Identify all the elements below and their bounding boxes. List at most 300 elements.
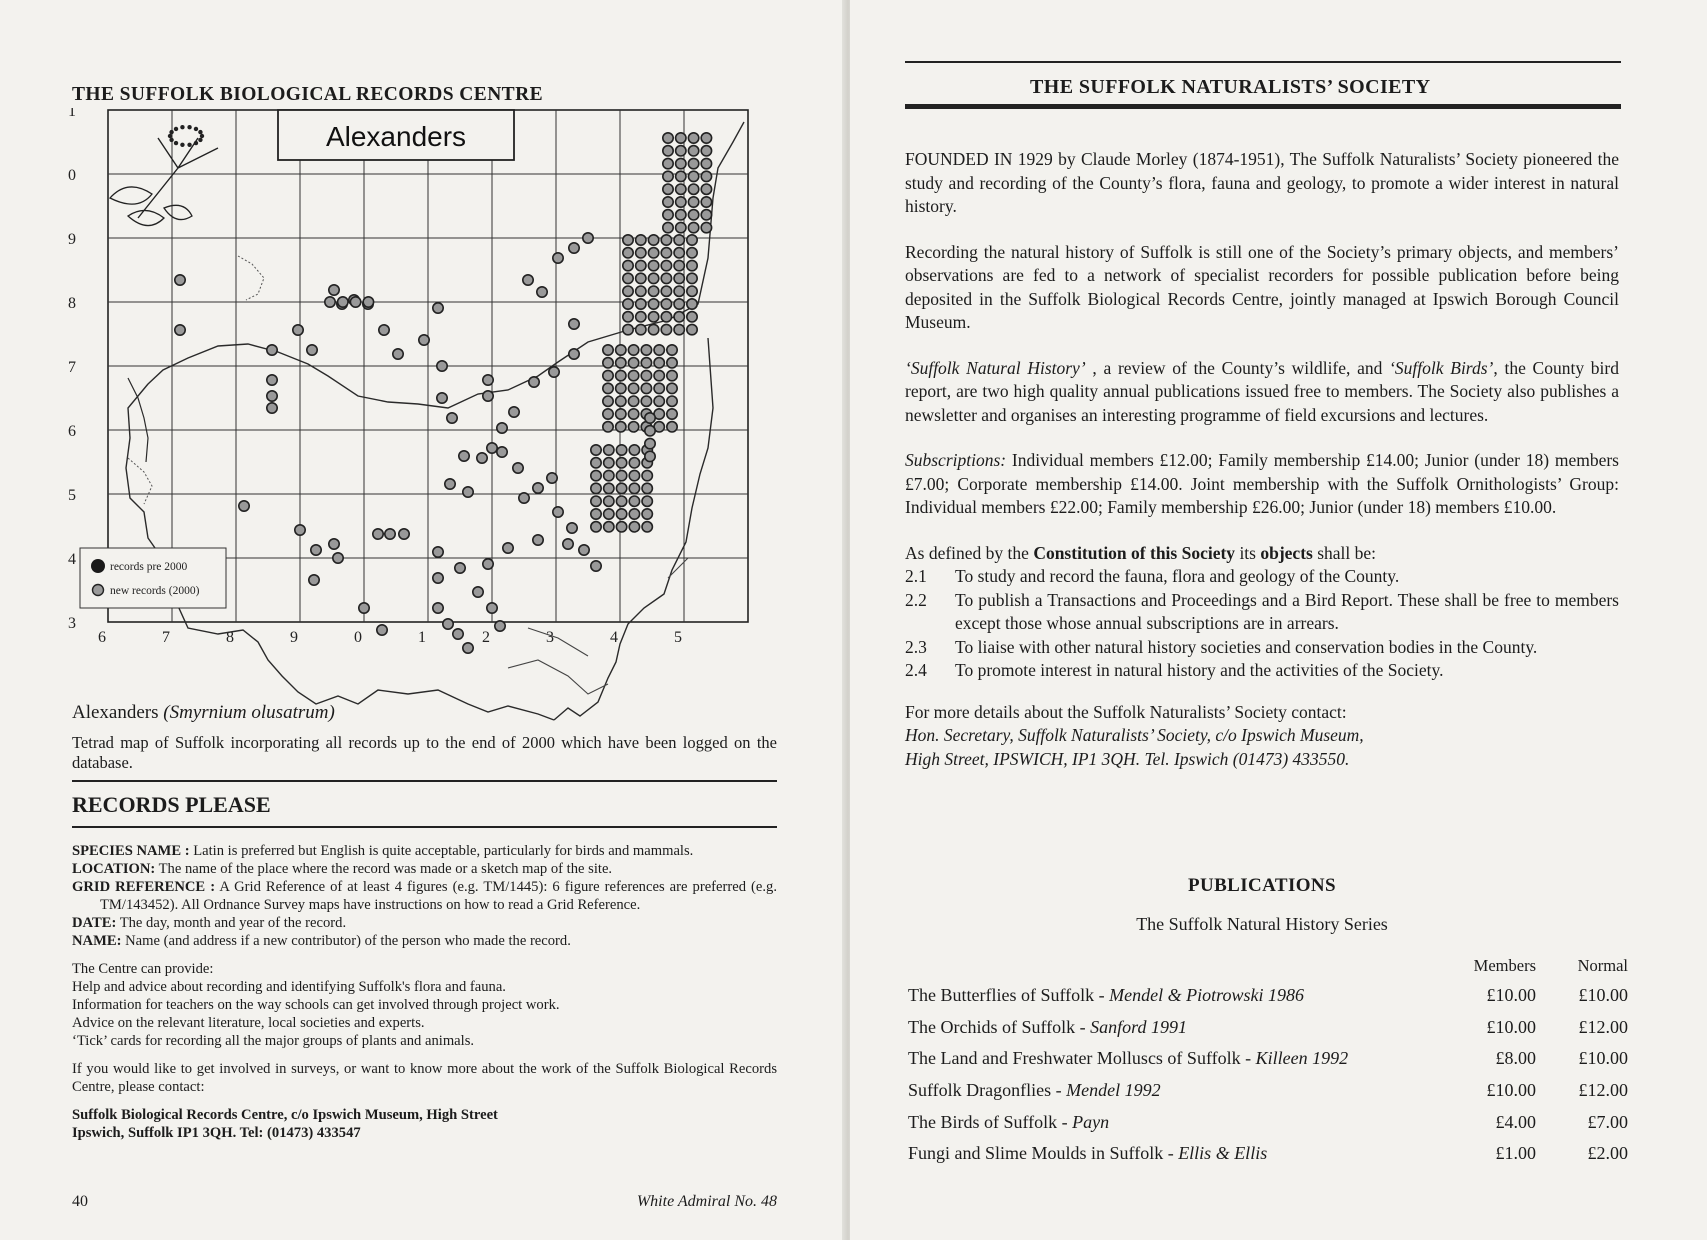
record-field-label: NAME: <box>72 933 122 949</box>
x-tick-label: 2 <box>482 629 490 646</box>
record-dot <box>688 158 698 168</box>
record-dot <box>459 451 469 461</box>
record-dot <box>455 563 465 573</box>
record-dot <box>628 409 638 419</box>
record-dot <box>604 483 614 493</box>
object-number: 2.2 <box>905 589 927 610</box>
record-dot <box>591 445 601 455</box>
publication-row <box>908 1138 1628 1170</box>
record-dot <box>604 522 614 532</box>
record-dot <box>447 413 457 423</box>
record-dot <box>648 260 658 270</box>
map-description: Tetrad map of Suffolk incorporating all records up to the end of 2000 which have been logged on the database. <box>72 733 777 772</box>
record-dot <box>648 248 658 258</box>
sns-bottom-rule <box>905 104 1621 109</box>
record-dot <box>616 445 626 455</box>
record-field-text: The day, month and year of the record. <box>119 915 347 931</box>
record-dot <box>674 260 684 270</box>
record-dot <box>591 561 601 571</box>
record-dot <box>629 509 639 519</box>
record-dot <box>701 146 711 156</box>
record-dot <box>674 235 684 245</box>
record-dot <box>648 312 658 322</box>
publication-cell <box>908 1075 1436 1107</box>
publication-row <box>908 1043 1628 1075</box>
record-dot <box>629 470 639 480</box>
object-item <box>905 636 1619 660</box>
sbrc-contact-line1: Suffolk Biological Records Centre, c/o Ipswich Museum, High Street <box>72 1107 498 1123</box>
record-field <box>72 932 777 950</box>
record-dot <box>688 146 698 156</box>
record-dot <box>463 487 473 497</box>
record-dot <box>623 286 633 296</box>
record-dot <box>701 197 711 207</box>
record-dot <box>603 370 613 380</box>
record-dot <box>623 312 633 322</box>
record-dot <box>329 539 339 549</box>
record-dot <box>676 133 686 143</box>
left-page <box>0 0 846 1240</box>
record-dot <box>603 422 613 432</box>
publications-rows <box>908 980 1628 1170</box>
publication-author: Killeen 1992 <box>1255 1048 1349 1069</box>
record-dot <box>636 273 646 283</box>
x-tick-label: 6 <box>98 629 106 646</box>
record-dot <box>636 324 646 334</box>
record-dot <box>676 146 686 156</box>
publications-table <box>908 952 1628 1170</box>
record-dot <box>437 361 447 371</box>
publication-normal-price: £10.00 <box>1578 985 1628 1006</box>
record-dot <box>549 367 559 377</box>
record-dot <box>667 422 677 432</box>
sns-contact-line1: Hon. Secretary, Suffolk Naturalists’ Society, c/o Ipswich Museum, <box>905 725 1364 745</box>
sns-body <box>905 148 1619 771</box>
record-dot <box>663 146 673 156</box>
record-dot <box>483 375 493 385</box>
record-dot <box>642 522 652 532</box>
record-dot <box>663 133 673 143</box>
record-dot <box>433 573 443 583</box>
record-dot <box>267 345 277 355</box>
object-item <box>905 659 1619 683</box>
record-dot <box>642 496 652 506</box>
record-dot <box>645 451 655 461</box>
publications-header-row <box>908 952 1628 980</box>
record-field <box>72 842 777 860</box>
publication-row <box>908 1012 1628 1044</box>
record-dot <box>642 509 652 519</box>
record-dot <box>623 260 633 270</box>
centre-item: ‘Tick’ cards for recording all the major groups of plants and animals. <box>72 1033 475 1049</box>
record-dot <box>616 470 626 480</box>
publications-heading: PUBLICATIONS <box>1187 875 1337 896</box>
publication-title: The Butterflies of Suffolk - <box>908 985 1110 1006</box>
record-dot <box>641 358 651 368</box>
record-dot <box>641 396 651 406</box>
record-dot <box>623 248 633 258</box>
record-dot <box>603 396 613 406</box>
sns-contact-line2: High Street, IPSWICH, IP1 3QH. Tel. Ipswich (01473) 433550. <box>905 748 1350 769</box>
record-dot <box>519 493 529 503</box>
record-dot <box>654 358 664 368</box>
record-dot <box>579 545 589 555</box>
record-dot <box>629 445 639 455</box>
record-dot <box>385 529 395 539</box>
involve-text: If you would like to get involved in surveys, or want to know more about the work of the Suffolk Biological Records Centre, please contact: <box>72 1061 777 1095</box>
record-dot <box>591 509 601 519</box>
record-dot <box>642 483 652 493</box>
record-dot <box>267 375 277 385</box>
record-dot <box>623 299 633 309</box>
record-field <box>72 878 777 914</box>
estuary-lines <box>508 558 688 694</box>
x-tick-label: 8 <box>226 629 234 646</box>
record-dot <box>645 426 655 436</box>
records-section <box>72 842 777 1142</box>
record-dot <box>663 171 673 181</box>
record-dot <box>676 210 686 220</box>
record-dot <box>628 422 638 432</box>
sbrc-header: THE SUFFOLK BIOLOGICAL RECORDS CENTRE <box>72 84 543 105</box>
legend-box <box>80 548 226 608</box>
record-dot <box>641 345 651 355</box>
record-dot <box>688 171 698 181</box>
record-dot <box>616 345 626 355</box>
record-dot <box>661 299 671 309</box>
publication-author: Mendel & Piotrowski 1986 <box>1109 985 1304 1006</box>
y-tick-label: 4 <box>68 551 76 568</box>
objects-intro <box>905 542 1619 566</box>
record-dot <box>701 133 711 143</box>
record-dot <box>648 299 658 309</box>
x-tick-label: 5 <box>674 629 682 646</box>
record-field-label: GRID REFERENCE : <box>72 879 216 895</box>
record-dot <box>325 297 335 307</box>
record-dot <box>363 297 373 307</box>
record-dot <box>661 235 671 245</box>
record-field-label: DATE: <box>72 915 117 931</box>
record-dot <box>616 496 626 506</box>
record-dot <box>701 171 711 181</box>
publication-cell <box>908 1138 1436 1170</box>
sns-subscriptions <box>905 449 1619 520</box>
record-dot <box>663 222 673 232</box>
record-dot <box>661 273 671 283</box>
record-dot <box>377 625 387 635</box>
publication-members-price: £10.00 <box>1486 1080 1536 1101</box>
record-dot <box>359 603 369 613</box>
record-dot <box>636 248 646 258</box>
record-dot <box>667 383 677 393</box>
record-field-label: SPECIES NAME : <box>72 843 190 859</box>
record-field-text: The name of the place where the record was made or a sketch map of the site. <box>158 861 613 877</box>
record-dot <box>604 458 614 468</box>
legend-pre-2000-label: records pre 2000 <box>110 561 188 573</box>
publication-cell <box>908 1043 1436 1075</box>
map-caption <box>72 702 335 724</box>
district-boundary <box>128 256 264 504</box>
record-dot <box>654 370 664 380</box>
record-dot <box>311 545 321 555</box>
record-dot <box>687 299 697 309</box>
record-dot <box>636 260 646 270</box>
record-field <box>72 914 777 932</box>
map-caption-common: Alexanders <box>72 702 159 723</box>
record-dot <box>604 496 614 506</box>
object-number: 2.1 <box>905 566 927 586</box>
record-dot <box>433 547 443 557</box>
record-dot <box>661 248 671 258</box>
record-dot <box>628 345 638 355</box>
record-dot <box>676 197 686 207</box>
record-dot <box>623 273 633 283</box>
record-dot <box>701 222 711 232</box>
publication-members-price: £4.00 <box>1495 1111 1536 1132</box>
record-dot <box>616 370 626 380</box>
record-dot <box>661 312 671 322</box>
record-dot <box>676 222 686 232</box>
record-field <box>72 860 777 878</box>
record-dot <box>523 275 533 285</box>
sns-contact-intro: For more details about the Suffolk Naturalists’ Society contact: <box>905 701 1347 722</box>
legend-new-2000-label: new records (2000) <box>110 585 200 597</box>
legend-new-2000-dot <box>93 585 104 596</box>
normal-header: Normal <box>1577 956 1628 975</box>
centre-item: Advice on the relevant literature, local societies and experts. <box>72 1015 425 1031</box>
centre-items <box>72 978 777 1050</box>
publication-author: Payn <box>1072 1111 1110 1132</box>
record-dot <box>239 501 249 511</box>
objects-intro-pre: As defined by the <box>905 542 1034 563</box>
record-dot <box>616 483 626 493</box>
record-dot <box>437 393 447 403</box>
record-dot <box>338 297 348 307</box>
tetrad-map-svg <box>68 108 788 728</box>
y-tick-label: 3 <box>68 615 76 632</box>
publication-row <box>908 980 1628 1012</box>
records-bottom-rule <box>72 826 777 828</box>
record-dot <box>688 184 698 194</box>
record-dot <box>175 275 185 285</box>
record-dot <box>667 409 677 419</box>
record-dot <box>616 422 626 432</box>
sns-para-recording: Recording the natural history of Suffolk is still one of the Society’s primary objects, and members’ observations are fed to a network of specialist recorders for possible publication before being deposited in the Suffolk Biological Records Centre, jointly managed at Ipswich Borough Council Museum. <box>905 241 1619 332</box>
record-dot <box>537 287 547 297</box>
record-field-text: Name (and address if a new contributor) of the person who made the record. <box>125 933 571 949</box>
record-field-text: A Grid Reference of at least 4 figures (e.g. TM/1445): 6 figure references are preferred (e.g. TM/143452). All Ordnance Survey maps have instructions on how to read a Grid Reference. <box>100 879 777 913</box>
record-dot <box>616 522 626 532</box>
x-tick-label: 1 <box>418 629 426 646</box>
publication-members-price: £8.00 <box>1495 1048 1536 1069</box>
record-dot <box>701 158 711 168</box>
object-number: 2.3 <box>905 636 927 657</box>
x-tick-label: 3 <box>546 629 554 646</box>
record-dot <box>497 447 507 457</box>
page-number: 40 <box>72 1193 88 1210</box>
publication-row <box>908 1106 1628 1138</box>
records-top-rule <box>72 780 777 782</box>
object-item <box>905 565 1619 589</box>
subscriptions-label: Subscriptions: <box>905 450 1007 470</box>
record-dot <box>419 335 429 345</box>
y-tick-label: 6 <box>68 423 76 440</box>
constitution-label: Constitution of this Society <box>1033 542 1236 563</box>
record-dot <box>591 522 601 532</box>
record-dot <box>399 529 409 539</box>
record-dot <box>628 383 638 393</box>
record-dot <box>687 235 697 245</box>
publication-author: Mendel 1992 <box>1066 1080 1161 1101</box>
sns-top-rule <box>905 61 1621 63</box>
objects-intro-mid: its <box>1235 542 1261 563</box>
suffolk-birds-title: ‘Suffolk Birds’ <box>1389 357 1494 378</box>
record-dot <box>645 413 655 423</box>
record-dot <box>350 297 360 307</box>
record-dot <box>674 286 684 296</box>
record-dot <box>628 396 638 406</box>
record-dot <box>667 345 677 355</box>
object-text: To liaise with other natural history societies and conservation bodies in the County. <box>955 636 1538 657</box>
record-dot <box>267 391 277 401</box>
species-title: Alexanders <box>325 121 467 152</box>
x-tick-label: 9 <box>290 629 298 646</box>
record-dot <box>687 324 697 334</box>
record-dot <box>473 587 483 597</box>
record-dot <box>674 299 684 309</box>
sns-para-founded: FOUNDED IN 1929 by Claude Morley (1874-1951), The Suffolk Naturalists’ Society pioneered the study and recording of the County’s flora, fauna and geology, to promote a wider interest in natural history. <box>905 149 1619 216</box>
x-tick-label: 4 <box>610 629 618 646</box>
record-dot <box>688 210 698 220</box>
record-dot <box>591 470 601 480</box>
record-dot <box>616 509 626 519</box>
record-dot <box>533 535 543 545</box>
record-field-text: Latin is preferred but English is quite acceptable, particularly for birds and mammals. <box>193 843 694 859</box>
x-tick-label: 7 <box>162 629 170 646</box>
record-dot <box>687 248 697 258</box>
record-dot <box>636 299 646 309</box>
record-dot <box>687 273 697 283</box>
record-dot <box>667 358 677 368</box>
record-dot <box>636 235 646 245</box>
plant-illustration <box>110 125 218 226</box>
record-dot <box>654 396 664 406</box>
record-dot <box>623 235 633 245</box>
record-dot <box>641 370 651 380</box>
publication-members-price: £10.00 <box>1486 1016 1536 1037</box>
record-dot <box>443 619 453 629</box>
record-dot <box>379 325 389 335</box>
publication-title: Suffolk Dragonflies - <box>908 1080 1067 1101</box>
publication-normal-price: £12.00 <box>1578 1080 1628 1101</box>
record-dot <box>483 391 493 401</box>
publication-author: Ellis & Ellis <box>1178 1143 1268 1164</box>
record-dot <box>688 197 698 207</box>
sbrc-contact-line2: Ipswich, Suffolk IP1 3QH. Tel: (01473) 433547 <box>72 1125 361 1141</box>
record-dot <box>687 312 697 322</box>
record-dot <box>603 409 613 419</box>
record-dot <box>445 479 455 489</box>
record-field-label: LOCATION: <box>72 861 156 877</box>
record-dot <box>667 370 677 380</box>
record-dot <box>654 383 664 393</box>
record-dot <box>648 286 658 296</box>
record-dot <box>636 312 646 322</box>
record-dot <box>687 260 697 270</box>
record-dot <box>688 133 698 143</box>
record-dot <box>629 483 639 493</box>
sns-para-publications <box>905 357 1619 428</box>
publication-title: The Birds of Suffolk - <box>908 1111 1073 1132</box>
record-dot <box>591 496 601 506</box>
record-dot <box>309 575 319 585</box>
publication-members-price: £10.00 <box>1486 985 1536 1006</box>
y-tick-label: 5 <box>68 487 76 504</box>
record-dot <box>661 260 671 270</box>
record-dot <box>487 443 497 453</box>
record-dot <box>603 358 613 368</box>
record-dot <box>483 559 493 569</box>
publication-name: White Admiral No. 48 <box>636 1193 777 1210</box>
record-dot <box>503 543 513 553</box>
para3-text1: , a review of the County’s wildlife, and <box>1085 357 1390 378</box>
record-dot <box>487 603 497 613</box>
record-dot <box>667 396 677 406</box>
record-dot <box>591 458 601 468</box>
record-dot <box>648 273 658 283</box>
record-dot <box>333 553 343 563</box>
record-dot <box>553 507 563 517</box>
objects-label: objects <box>1260 542 1313 563</box>
record-dot <box>629 522 639 532</box>
record-dot <box>329 285 339 295</box>
record-dot <box>567 523 577 533</box>
legend-pre-2000-dot <box>91 559 105 573</box>
publication-row <box>908 1075 1628 1107</box>
record-dot <box>497 423 507 433</box>
record-dot <box>628 370 638 380</box>
record-dot <box>661 286 671 296</box>
y-tick-label: 0 <box>68 167 76 184</box>
record-dot <box>563 539 573 549</box>
objects-intro-post: shall be: <box>1312 542 1377 563</box>
members-header: Members <box>1473 956 1536 975</box>
record-dot <box>629 496 639 506</box>
record-dot <box>513 463 523 473</box>
x-tick-label: 0 <box>354 629 362 646</box>
record-dot <box>661 324 671 334</box>
record-dot <box>687 286 697 296</box>
record-dot <box>533 483 543 493</box>
record-dot <box>676 158 686 168</box>
record-fields <box>72 842 777 950</box>
record-dot <box>676 171 686 181</box>
record-dot <box>701 210 711 220</box>
object-text: To study and record the fauna, flora and geology of the County. <box>955 566 1400 586</box>
record-dot <box>547 473 557 483</box>
record-dot <box>267 403 277 413</box>
objects-list <box>905 565 1619 683</box>
record-dot <box>636 286 646 296</box>
sns-header: THE SUFFOLK NATURALISTS’ SOCIETY <box>1030 76 1431 98</box>
y-tick-label: 9 <box>68 231 76 248</box>
record-dot <box>569 349 579 359</box>
record-dot <box>616 458 626 468</box>
publication-author: Sanford 1991 <box>1090 1016 1187 1037</box>
record-dot <box>648 324 658 334</box>
object-text: To publish a Transactions and Proceedings and a Bird Report. These shall be free to members except those whose annual subscriptions are in arrears. <box>955 589 1619 633</box>
publication-title: The Orchids of Suffolk - <box>908 1016 1091 1037</box>
